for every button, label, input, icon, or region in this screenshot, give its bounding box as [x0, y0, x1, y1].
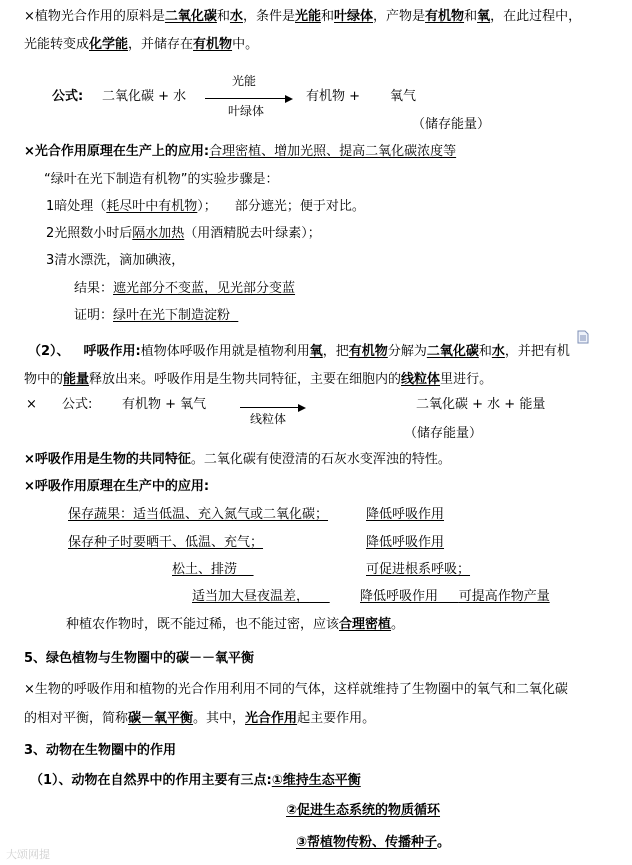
formula-label: 公式: — [52, 89, 84, 104]
respiration-line-1: （2）、 呼吸作用:植物体呼吸作用就是植物利用氧，把有机物分解为二氧化碳和水，并把有机 — [28, 344, 570, 359]
keyword-chemical-energy: 化学能 — [89, 37, 129, 52]
formula-reactants: 二氧化碳 + 水 — [102, 89, 187, 104]
keyword-oxygen: 氧 — [477, 9, 491, 24]
note-mark: × — [24, 9, 35, 24]
formula2-reactants: 有机物 + 氧气 — [122, 397, 207, 412]
photosynthesis-line-2: 光能转变成化学能，并储存在有机物中。 — [24, 37, 259, 52]
application2-heading: ×呼吸作用原理在生产中的应用: — [24, 479, 210, 494]
section5-heading: 5、绿色植物与生物圈中的碳－－氧平衡 — [24, 651, 255, 666]
experiment-step-3: 3清水漂洗，滴加碘液， — [46, 253, 185, 268]
respiration-line-2: 物中的能量释放出来。呼吸作用是生物共同特征，主要在细胞内的线粒体里进行。 — [24, 372, 493, 387]
application-body: 合理密植、增加光照、提高二氧化碳浓度等 — [209, 144, 457, 159]
application2-row-3b: 可促进根系呼吸； — [366, 562, 471, 577]
application2-row-2b: 降低呼吸作用 — [366, 535, 445, 550]
keyword-co2: 二氧化碳 — [164, 9, 217, 24]
application2-row-4b: 降低呼吸作用 可提高作物产量 — [360, 589, 550, 604]
section3-item-2: ②促进生态系统的物质循环 — [286, 803, 441, 818]
keyword-organic: 有机物 — [425, 9, 465, 24]
application-heading: ×光合作用原理在生产上的应用: — [24, 144, 210, 159]
keyword-chloroplast: 叶绿体 — [334, 9, 374, 24]
formula2-note: （储存能量） — [404, 426, 483, 441]
document-icon — [577, 330, 589, 344]
formula-note: （储存能量） — [412, 117, 491, 132]
respiration-heading: 呼吸作用: — [83, 344, 141, 359]
formula2-condition-below: 线粒体 — [250, 412, 287, 426]
application2-row-1b: 降低呼吸作用 — [366, 507, 445, 522]
experiment-step-1: 1暗处理（耗尽叶中有机物）； 部分遮光；便于对比。 — [46, 199, 365, 214]
section5-line-1: ×生物的呼吸作用和植物的光合作用利用不同的气体，这样就维持了生物圈中的氧气和二氧化碳 — [24, 682, 568, 697]
experiment-proof: 证明：绿叶在光下制造淀粉 — [74, 308, 231, 323]
formula2-products: 二氧化碳 + 水 + 能量 — [416, 397, 546, 412]
formula2-mark: × — [26, 397, 37, 412]
formula-product-2: 氧气 — [390, 89, 417, 104]
application2-row-1a: 保存蔬果：适当低温、充入氮气或二氧化碳； — [68, 507, 329, 522]
experiment-title: “绿叶在光下制造有机物”的实验步骤是： — [44, 172, 279, 187]
section3-heading: 3、动物在生物圈中的作用 — [24, 743, 177, 758]
application-line — [24, 143, 456, 161]
application2-row-4a: 适当加大昼夜温差， — [192, 589, 310, 604]
formula-product-1: 有机物 + — [306, 89, 361, 104]
respiration-feature: ×呼吸作用是生物的共同特征。二氧化碳有使澄清的石灰水变浑浊的特性。 — [24, 452, 451, 467]
watermark: 大颂网提 — [6, 848, 50, 861]
photosynthesis-line-1: ×植物光合作用的原料是二氧化碳和水，条件是光能和叶绿体，产物是有机物和氧，在此过程中， — [24, 9, 582, 24]
keyword-organic-2: 有机物 — [193, 37, 233, 52]
application2-row-5: 种植农作物时，既不能过稀，也不能过密，应该合理密植。 — [66, 617, 405, 632]
application2-row-3a: 松土、排涝 — [172, 562, 238, 577]
keyword-light: 光能 — [294, 9, 321, 24]
section3-item-3: ③帮植物传粉、传播种子。 — [296, 835, 451, 850]
formula-condition-above: 光能 — [232, 74, 257, 88]
formula-condition-below: 叶绿体 — [228, 104, 265, 118]
experiment-step-2: 2光照数小时后隔水加热（用酒精脱去叶绿素）； — [46, 226, 321, 241]
formula2-label: 公式: — [62, 397, 93, 412]
experiment-result: 结果：遮光部分不变蓝，见光部分变蓝 — [74, 281, 296, 296]
section5-line-2: 的相对平衡，简称碳－氧平衡。其中，光合作用起主要作用。 — [24, 711, 376, 726]
section3-line-1: （1）、动物在自然界中的作用主要有三点:①维持生态平衡 — [30, 773, 361, 788]
application2-row-2a: 保存种子时要晒干、低温、充气； — [68, 535, 264, 550]
keyword-water: 水 — [229, 9, 243, 24]
